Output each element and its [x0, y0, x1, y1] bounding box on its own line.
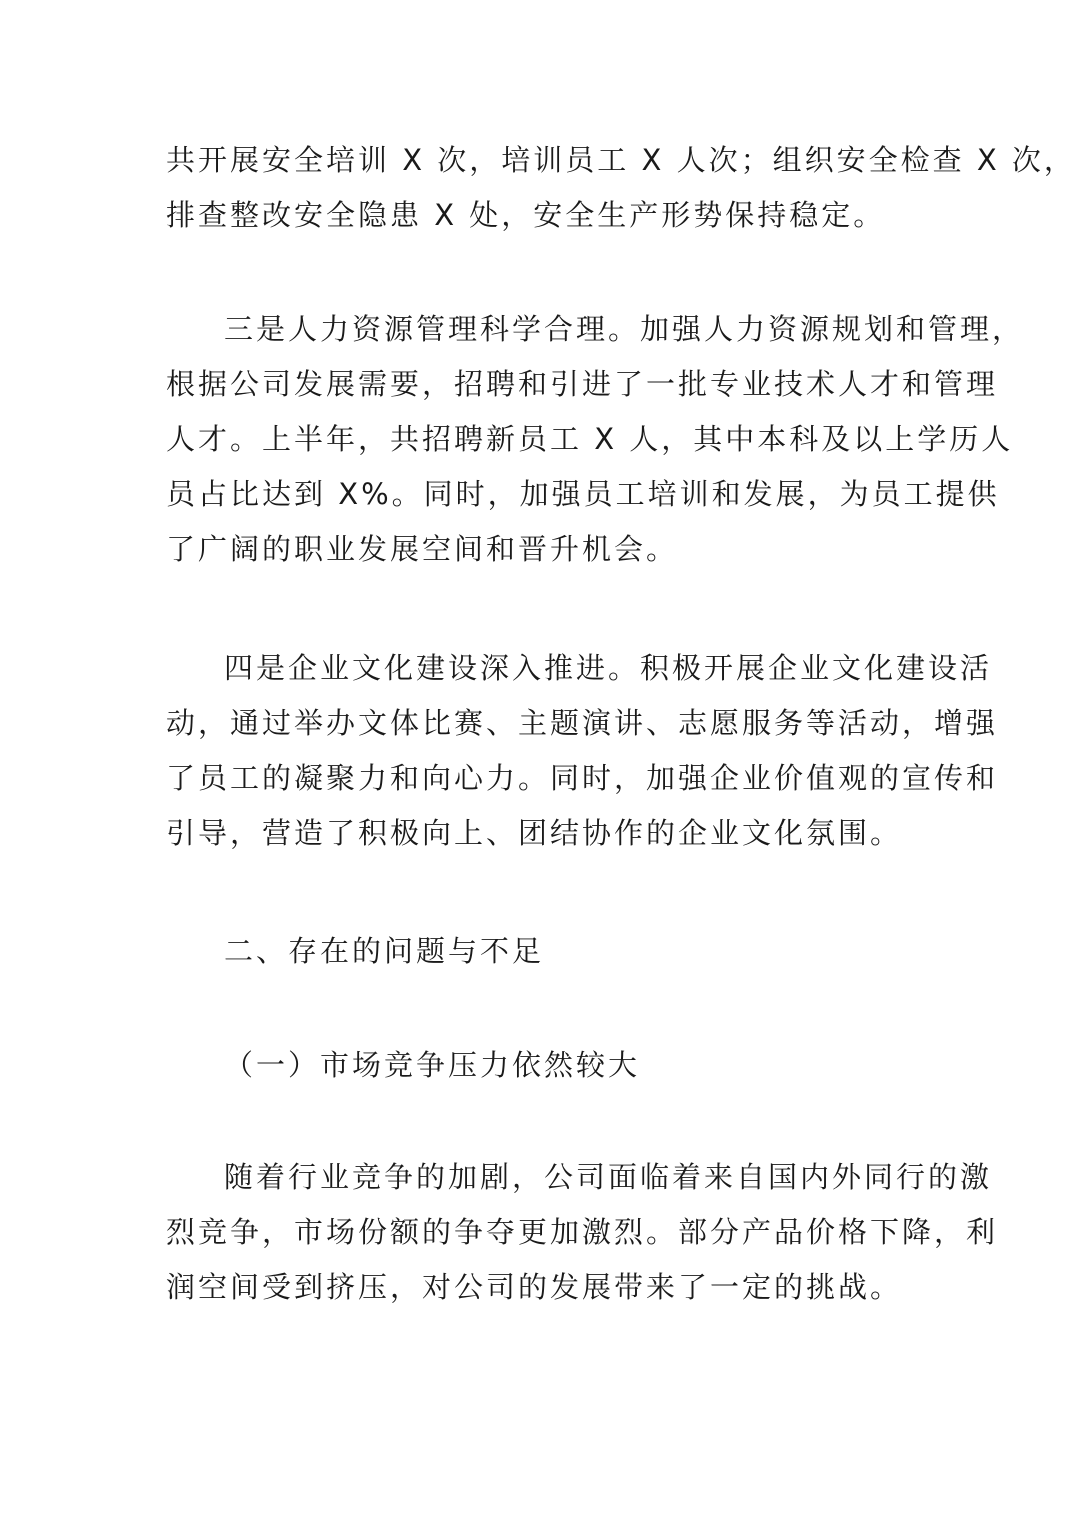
paragraph-line: 共开展安全培训 X 次，培训员工 X 人次；组织安全检查 X 次， [166, 143, 1076, 177]
subsection-heading [166, 1038, 926, 1093]
paragraph-line: 根据公司发展需要，招聘和引进了一批专业技术人才和管理 [166, 367, 999, 401]
paragraph-line: 员占比达到 X%。同时，加强员工培训和发展，为员工提供 [166, 477, 1000, 511]
paragraph-line: 三是人力资源管理科学合理。加强人力资源规划和管理， [224, 312, 1025, 346]
section-heading-text: 二、存在的问题与不足 [224, 934, 545, 968]
paragraph-line: 动，通过举办文体比赛、主题演讲、志愿服务等活动，增强 [166, 706, 999, 740]
paragraph-line: 了广阔的职业发展空间和晋升机会。 [166, 532, 679, 566]
paragraph-line: 烈竞争，市场份额的争夺更加激烈。部分产品价格下降，利 [166, 1215, 999, 1249]
paragraph-line: 引导，营造了积极向上、团结协作的企业文化氛围。 [166, 816, 903, 850]
paragraph-line: 随着行业竞争的加剧，公司面临着来自国内外同行的激 [224, 1160, 993, 1194]
paragraph-line: 了员工的凝聚力和向心力。同时，加强企业价值观的宣传和 [166, 761, 999, 795]
paragraph-hr [166, 302, 1025, 577]
paragraph-safety [166, 133, 1076, 243]
paragraph-line: 排查整改安全隐患 X 处，安全生产形势保持稳定。 [166, 198, 886, 232]
paragraph-market [166, 1150, 999, 1315]
section-heading [166, 924, 926, 979]
paragraph-line: 润空间受到挤压，对公司的发展带来了一定的挑战。 [166, 1270, 903, 1304]
paragraph-culture [166, 641, 999, 861]
paragraph-line: 人才。上半年，共招聘新员工 X 人，其中本科及以上学历人 [166, 422, 1014, 456]
subsection-heading-text: （一）市场竞争压力依然较大 [224, 1048, 641, 1082]
paragraph-line: 四是企业文化建设深入推进。积极开展企业文化建设活 [224, 651, 993, 685]
